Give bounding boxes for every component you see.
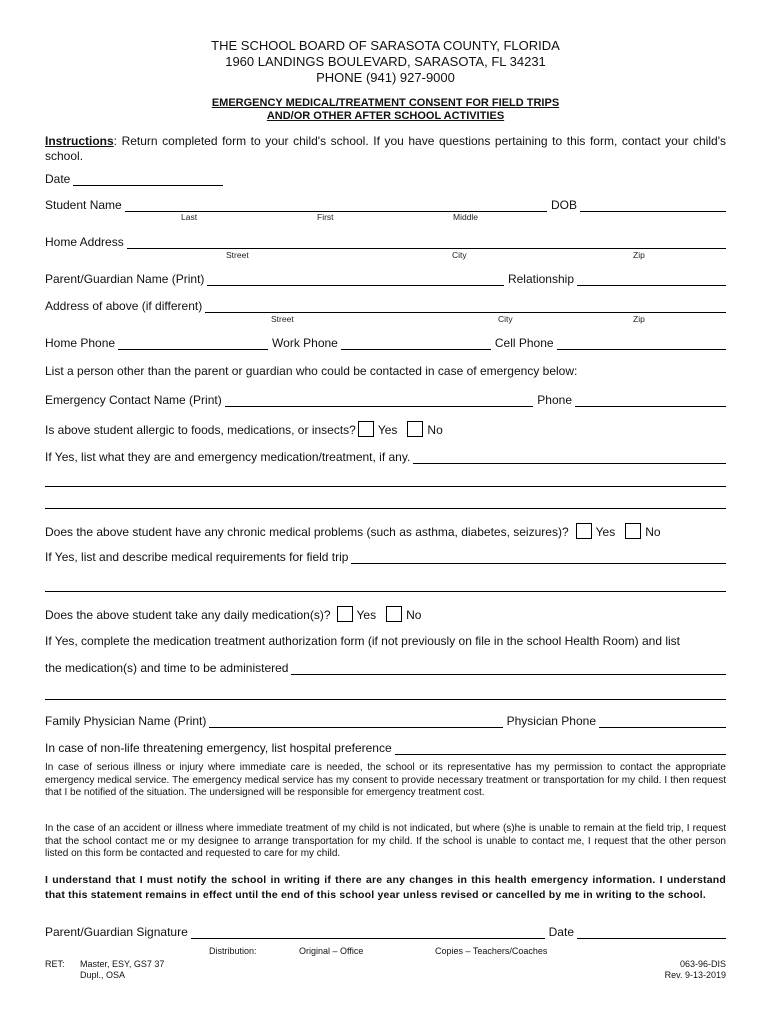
consent-paragraph-3: I understand that I must notify the school in writing if there are any changes in this health emergency information. I understand that this statement remains in effect until the end of this school year unless revised or cancelled by me in writing to the school. — [45, 874, 726, 901]
home-address-label: Home Address — [45, 235, 124, 249]
emergency-phone-field[interactable] — [575, 394, 726, 407]
distribution-copies: Copies – Teachers/Coaches — [435, 946, 548, 956]
daily-med-yes-checkbox[interactable] — [337, 606, 353, 622]
ret-line-1: Master, ESY, GS7 37 — [80, 959, 165, 969]
date-field[interactable] — [73, 173, 223, 186]
work-phone-label: Work Phone — [272, 336, 338, 350]
signature-date-label: Date — [548, 925, 574, 939]
instructions-label: Instructions — [45, 134, 114, 148]
cell-phone-field[interactable] — [557, 337, 726, 350]
instructions-text: : Return completed form to your child's school. If you have questions pertaining to this form, contact your child's school. — [45, 134, 726, 163]
date-label: Date — [45, 172, 71, 186]
allergy-no-label: No — [427, 423, 443, 437]
ret-label: RET: — [45, 959, 65, 969]
chronic-no-label: No — [645, 525, 661, 539]
emergency-contact-label: Emergency Contact Name (Print) — [45, 393, 222, 407]
home-address-field[interactable] — [127, 236, 726, 249]
dob-field[interactable] — [580, 199, 726, 212]
physician-field[interactable] — [209, 715, 502, 728]
chronic-list-field[interactable] — [351, 551, 726, 564]
signature-row — [45, 925, 726, 939]
form-title-line1: EMERGENCY MEDICAL/TREATMENT CONSENT FOR FIELD TRIPS — [211, 97, 560, 109]
consent-paragraph-1: In case of serious illness or injury where immediate care is needed, the school or its representative has my permission to contact the appropriate emergency medical service. The emergency medical service has my consent to provide necessary treatment or transportation for my child. I then request that I be notified of the situation. The undersigned will be responsible for emergency treatment cost. — [45, 762, 726, 798]
allergy-question: Is above student allergic to foods, medications, or insects? — [45, 423, 356, 437]
form-title-line2: AND/OR OTHER AFTER SCHOOL ACTIVITIES — [266, 110, 505, 122]
physician-label: Family Physician Name (Print) — [45, 714, 207, 728]
first-sublabel: First — [317, 212, 334, 222]
contact-prompt: List a person other than the parent or guardian who could be contacted in case of emergency below: — [45, 364, 578, 378]
phones-row — [45, 336, 726, 350]
chronic-question: Does the above student have any chronic medical problems (such as asthma, diabetes, seizures)? — [45, 525, 569, 539]
daily-med-no-checkbox[interactable] — [386, 606, 402, 622]
instructions — [45, 134, 726, 164]
school-phone: PHONE (941) 927-9000 — [316, 70, 455, 85]
hospital-row — [45, 741, 726, 755]
home-phone-field[interactable] — [118, 337, 268, 350]
work-phone-field[interactable] — [341, 337, 491, 350]
city-sublabel-2: City — [498, 314, 513, 324]
allergy-list-row — [45, 450, 726, 464]
student-name-field[interactable] — [125, 199, 547, 212]
allergy-list-line-3[interactable] — [45, 508, 726, 509]
signature-field[interactable] — [191, 926, 545, 939]
chronic-no-checkbox[interactable] — [625, 523, 641, 539]
daily-med-note: If Yes, complete the medication treatment authorization form (if not previously on file in the school Health Room) and list — [45, 634, 680, 648]
emergency-contact-field[interactable] — [225, 394, 534, 407]
physician-phone-field[interactable] — [599, 715, 726, 728]
middle-sublabel: Middle — [453, 212, 479, 222]
signature-label: Parent/Guardian Signature — [45, 925, 188, 939]
allergy-yes-label: Yes — [377, 423, 398, 437]
relationship-label: Relationship — [507, 272, 574, 286]
student-name-label: Student Name — [45, 198, 122, 212]
student-name-row — [45, 198, 726, 212]
distribution-original: Original – Office — [299, 946, 364, 956]
daily-med-yes-label: Yes — [356, 608, 377, 622]
daily-med-question: Does the above student take any daily medication(s)? — [45, 608, 331, 622]
street-sublabel-2: Street — [271, 314, 294, 324]
hospital-field[interactable] — [395, 742, 726, 755]
form-number: 063-96-DIS — [679, 959, 726, 969]
last-sublabel: Last — [181, 212, 198, 222]
allergy-no-checkbox[interactable] — [407, 421, 423, 437]
distribution-label: Distribution: — [209, 946, 257, 956]
school-board-name: THE SCHOOL BOARD OF SARASOTA COUNTY, FLORIDA — [211, 38, 560, 53]
chronic-list-line-2[interactable] — [45, 591, 726, 592]
school-address: 1960 LANDINGS BOULEVARD, SARASOTA, FL 34231 — [225, 54, 546, 69]
signature-date-field[interactable] — [577, 926, 726, 939]
parent-name-label: Parent/Guardian Name (Print) — [45, 272, 205, 286]
relationship-field[interactable] — [577, 273, 726, 286]
home-address-row — [45, 235, 726, 249]
parent-row — [45, 272, 726, 286]
hospital-label: In case of non-life threatening emergency, list hospital preference — [45, 741, 392, 755]
allergy-row — [45, 421, 726, 437]
home-phone-label: Home Phone — [45, 336, 116, 350]
physician-row — [45, 714, 726, 728]
consent-paragraph-2: In the case of an accident or illness where immediate treatment of my child is not indicated, but where (s)he is unable to remain at the field trip, I request that the school contact me or my designee to arrange transportation for my child. If the school is unable to contact me, I request that the other person listed on this form be contacted and requested to care for my child. — [45, 823, 726, 859]
date-row — [45, 172, 726, 186]
daily-med-list-row — [45, 661, 726, 675]
chronic-list-row — [45, 550, 726, 564]
ret-line-2: Dupl., OSA — [80, 970, 126, 980]
emergency-contact-row — [45, 393, 726, 407]
chronic-row — [45, 523, 726, 539]
daily-med-list-label: the medication(s) and time to be administered — [45, 661, 289, 675]
chronic-yes-label: Yes — [595, 525, 616, 539]
physician-phone-label: Physician Phone — [506, 714, 596, 728]
allergy-yes-checkbox[interactable] — [358, 421, 374, 437]
parent-name-field[interactable] — [207, 273, 504, 286]
daily-med-list-field[interactable] — [291, 662, 726, 675]
chronic-yes-checkbox[interactable] — [576, 523, 592, 539]
dob-label: DOB — [550, 198, 577, 212]
chronic-list-label: If Yes, list and describe medical requirements for field trip — [45, 550, 349, 564]
allergy-list-line-2[interactable] — [45, 486, 726, 487]
revision-date: Rev. 9-13-2019 — [664, 970, 726, 980]
allergy-list-label: If Yes, list what they are and emergency medication/treatment, if any. — [45, 450, 411, 464]
contact-prompt-row — [45, 364, 726, 378]
address-above-row — [45, 299, 726, 313]
allergy-list-field[interactable] — [413, 451, 726, 464]
street-sublabel: Street — [226, 250, 249, 260]
cell-phone-label: Cell Phone — [494, 336, 554, 350]
daily-med-list-line-2[interactable] — [45, 699, 726, 700]
daily-med-row — [45, 606, 726, 622]
zip-sublabel: Zip — [633, 250, 645, 260]
address-above-label: Address of above (if different) — [45, 299, 203, 313]
address-above-field[interactable] — [205, 300, 726, 313]
zip-sublabel-2: Zip — [633, 314, 645, 324]
daily-med-note-row — [45, 634, 726, 648]
city-sublabel: City — [452, 250, 467, 260]
emergency-phone-label: Phone — [537, 393, 572, 407]
daily-med-no-label: No — [406, 608, 422, 622]
